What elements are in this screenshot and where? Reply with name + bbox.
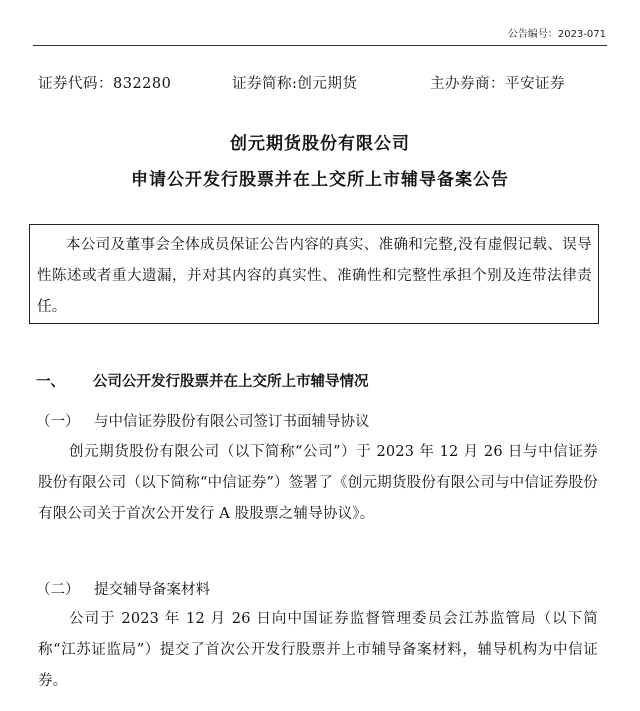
sponsor-broker: 主办券商：平安证券 [430,76,565,92]
header-rule [33,45,607,46]
subsection-number: （一） [36,414,80,430]
paragraph-2: 公司于 2023 年 12 月 26 日向中国证券监督管理委员会江苏监管局（以下简称“江苏证监局”）提交了首次公开发行股票并上市辅导备案材料，辅导机构为中信证券。 [38,611,598,689]
disclaimer-text: 本公司及董事会全体成员保证公告内容的真实、准确和完整,没有虚假记载、误导性陈述或者重大遗漏，并对其内容的真实性、准确性和完整性承担个别及连带法律责任。 [37,237,592,315]
security-abbreviation: 证券简称:创元期货 [232,76,358,92]
subsection-number: （二） [36,582,80,598]
security-code: 证券代码：832280 [38,76,172,92]
section-number: 一、 [36,373,65,390]
company-title: 创元期货股份有限公司 [230,134,410,154]
subsection-title: 与中信证券股份有限公司签订书面辅导协议 [94,414,370,430]
subsection-heading-1 [36,410,370,431]
document-title: 申请公开发行股票并在上交所上市辅导备案公告 [131,170,509,190]
subsection-title: 提交辅导备案材料 [94,582,210,598]
section-title: 公司公开发行股票并在上交所上市辅导情况 [93,373,369,390]
paragraph-1: 创元期货股份有限公司（以下简称“公司”）于 2023 年 12 月 26 日与中信证券股份有限公司（以下简称“中信证券”）签署了《创元期货股份有限公司与中信证券股份有限公司关于首次公开发行 A 股股票之辅导协议》。 [38,444,598,522]
disclaimer-box [29,224,599,324]
notice-number: 公告编号：2023-071 [507,29,606,40]
subsection-heading-2 [36,578,210,599]
section-heading [36,370,369,391]
